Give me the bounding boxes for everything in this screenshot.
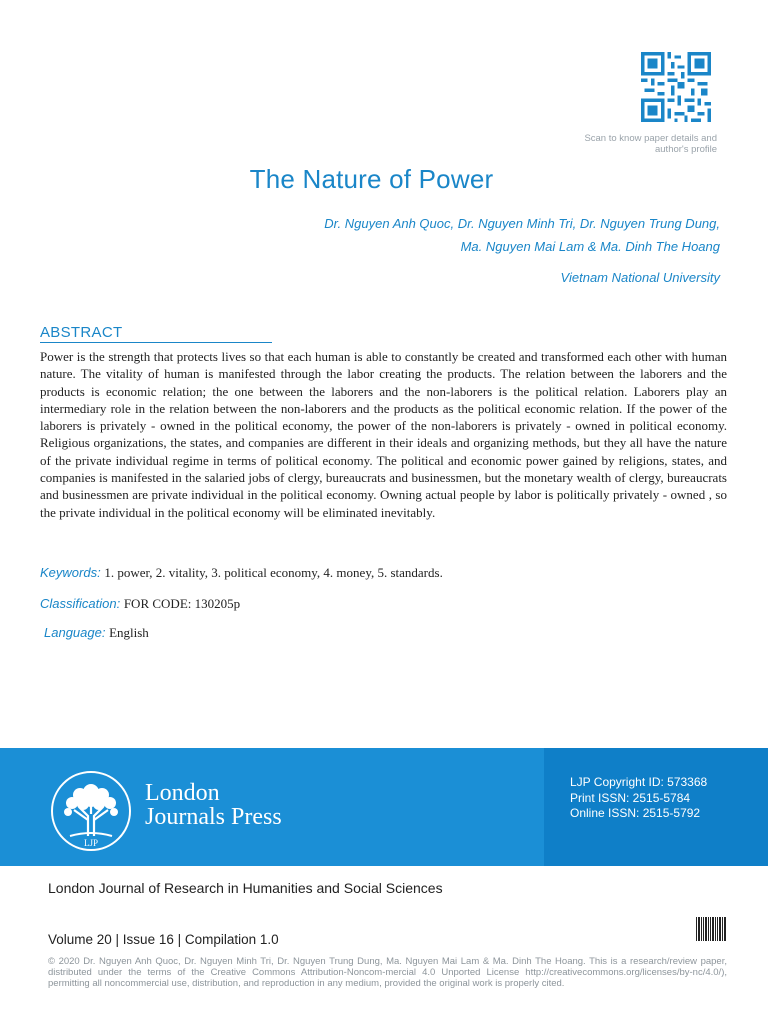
keywords-label: Keywords: <box>40 565 101 580</box>
publisher-name-line2: Journals Press <box>145 804 282 830</box>
tree-logo-icon <box>50 770 132 852</box>
keywords-row <box>40 565 443 581</box>
affiliation: Vietnam National University <box>560 270 720 285</box>
classification-value: FOR CODE: 130205p <box>123 596 241 611</box>
publisher-name <box>145 781 282 829</box>
license-text: © 2020 Dr. Nguyen Anh Quoc, Dr. Nguyen Minh Tri, Dr. Nguyen Trung Dung, Ma. Nguyen Mai Lam & Ma. Dinh The Hoang. This is a research/review paper, distributed under the terms of the Creative Commons Attribution-Noncom-mercial 4.0 Unported License http://creativecommons.org/licenses/by-nc/4.0/), permitting all noncommercial use, distribution, and reproduction in any medium, provided the original work is properly cited. <box>48 956 727 990</box>
qr-code-icon <box>641 52 711 122</box>
journal-name: London Journal of Research in Humanities and Social Sciences <box>48 880 443 896</box>
qr-caption-line1: Scan to know paper details and <box>584 133 717 144</box>
volume-issue: Volume 20 | Issue 16 | Compilation 1.0 <box>48 932 279 947</box>
online-issn: Online ISSN: 2515-5792 <box>570 806 701 820</box>
classification-row <box>40 596 240 612</box>
barcode-icon <box>696 917 726 941</box>
publisher-name-line1: London <box>145 780 220 806</box>
language-row <box>44 625 149 641</box>
keywords-value: 1. power, 2. vitality, 3. political economy, 4. money, 5. standards. <box>104 565 443 580</box>
author-line-1: Dr. Nguyen Anh Quoc, Dr. Nguyen Minh Tri, Dr. Nguyen Trung Dung, <box>324 216 720 231</box>
copyright-id: LJP Copyright ID: 573368 <box>570 775 708 789</box>
classification-label: Classification: <box>40 596 121 611</box>
abstract-text: Power is the strength that protects lives so that each human is able to constantly be created and transformed each other with human nature. The vitality of human is manifested through the labor creating the products. The relation between the laborers and the products is economic relation; the one between the laborers and the non-laborers is the political relation. Laborers play an intermediary role in the relation between the non-laborers and the products as the political economic relation. If the power of the laborers is privately - owned in the political economy, the power of the non-laborers is privately - owned in political economy. Religious organizations, the states, and companies are different in their ideals and organizing methods, but they all have the nature of the private individual regime in terms of political economy. The political and economic power gained by religions, states, and companies is manifested in the salaried jobs of clergy, bureaucrats and businessmen, but the monetary wealth of clergy, bureaucrats and businessmen are private individual in the political economy. Owning actual people by labor is politically privately - owned , so the private individual in the political economy will be eliminated inevitably. <box>40 349 727 520</box>
logo-initials: LJP <box>83 838 99 848</box>
author-line-2: Ma. Nguyen Mai Lam & Ma. Dinh The Hoang <box>460 239 720 254</box>
qr-caption-line2: author's profile <box>654 144 717 155</box>
qr-caption <box>517 133 717 155</box>
language-value: English <box>109 625 149 640</box>
publisher-ids <box>570 775 707 822</box>
author-list <box>120 212 720 258</box>
language-label: Language: <box>44 625 106 640</box>
paper-title: The Nature of Power <box>249 164 494 194</box>
abstract-heading: ABSTRACT <box>40 324 272 343</box>
print-issn: Print ISSN: 2515-5784 <box>570 790 691 805</box>
